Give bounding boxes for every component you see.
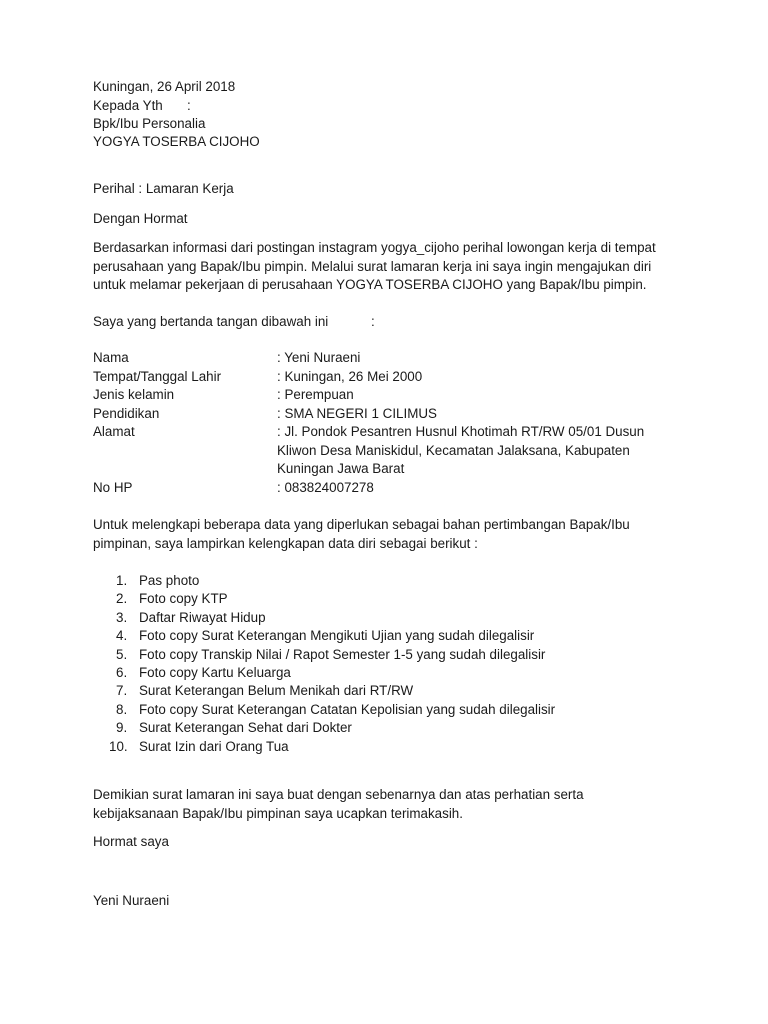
recipient: Bpk/Ibu Personalia (93, 116, 206, 131)
list-text: Daftar Riwayat Hidup (139, 609, 266, 625)
regards: Hormat saya (93, 834, 169, 849)
place-date: Kuningan, 26 April 2018 (93, 79, 236, 94)
detail-label: No HP (93, 480, 133, 495)
detail-label: Pendidikan (93, 406, 160, 421)
list-text: Foto copy Surat Keterangan Catatan Kepolisian yang sudah dilegalisir (139, 701, 556, 717)
list-item (93, 719, 693, 737)
list-number: 6. (116, 664, 128, 680)
list-item (93, 664, 693, 682)
detail-value: : Jl. Pondok Pesantren Husnul Khotimah RT/RW 05/01 Dusun Kliwon Desa Maniskidul, Kecamatan Jalaksana, Kabupaten Kuningan Jawa Barat (277, 424, 645, 476)
list-item (93, 627, 693, 645)
list-text: Pas photo (139, 573, 200, 588)
list-text: Foto copy Surat Keterangan Mengikuti Ujian yang sudah dilegalisir (139, 628, 535, 644)
closing-paragraph: Demikian surat lamaran ini saya buat dengan sebenarnya dan atas perhatian serta kebijaksanaan Bapak/Ibu pimpinan saya ucapkan terimakasih. (93, 787, 584, 821)
list-item (93, 590, 693, 608)
addressee-label: Kepada Yth (93, 98, 163, 113)
signed-intro: Saya yang bertanda tangan dibawah ini (93, 314, 329, 329)
list-text: Surat Keterangan Belum Menikah dari RT/RW (139, 683, 414, 699)
list-text: Foto copy KTP (139, 591, 228, 607)
list-item (93, 572, 693, 590)
detail-label: Tempat/Tanggal Lahir (93, 369, 222, 384)
subject-line: Perihal : Lamaran Kerja (93, 181, 234, 196)
list-number: 1. (116, 573, 128, 588)
list-text: Surat Izin dari Orang Tua (139, 738, 289, 754)
addressee-colon: : (187, 98, 191, 113)
list-item (93, 682, 693, 700)
signed-intro-line (93, 313, 375, 331)
company-name: YOGYA TOSERBA CIJOHO (93, 134, 260, 149)
list-number: 10. (109, 738, 128, 754)
list-number: 2. (116, 591, 128, 607)
list-text: Foto copy Kartu Keluarga (139, 664, 291, 680)
list-text: Foto copy Transkip Nilai / Rapot Semester 1-5 yang sudah dilegalisir (139, 646, 546, 662)
list-number: 5. (116, 646, 128, 662)
list-number: 4. (116, 628, 128, 644)
intro-paragraph: Berdasarkan informasi dari postingan instagram yogya_cijoho perihal lowongan kerja di tempat perusahaan yang Bapak/Ibu pimpin. Melalui surat lamaran kerja ini saya ingin mengajukan diri untuk melamar pekerjaan di perusahaan YOGYA TOSERBA CIJOHO yang Bapak/Ibu pimpin. (93, 240, 656, 292)
list-text: Surat Keterangan Sehat dari Dokter (139, 720, 352, 736)
detail-value: : Yeni Nuraeni (277, 350, 361, 365)
list-item (93, 646, 693, 664)
signed-intro-colon: : (371, 314, 375, 329)
attachments-intro: Untuk melengkapi beberapa data yang diperlukan sebagai bahan pertimbangan Bapak/Ibu pimpinan, saya lampirkan kelengkapan data diri sebagai berikut : (93, 517, 630, 551)
attachments-list (93, 572, 693, 756)
list-item (93, 609, 693, 627)
addressee-line (93, 97, 191, 115)
detail-label: Jenis kelamin (93, 387, 175, 402)
detail-value: : Perempuan (277, 387, 354, 402)
list-number: 7. (116, 683, 128, 699)
greeting: Dengan Hormat (93, 211, 188, 226)
list-item (93, 738, 693, 756)
list-number: 3. (116, 609, 128, 625)
detail-label: Nama (93, 350, 129, 365)
list-number: 9. (116, 720, 128, 736)
detail-value: : 083824007278 (277, 480, 374, 495)
detail-label: Alamat (93, 424, 135, 439)
detail-value: : SMA NEGERI 1 CILIMUS (277, 406, 437, 421)
list-number: 8. (116, 701, 128, 717)
detail-value: : Kuningan, 26 Mei 2000 (277, 369, 423, 384)
signature-name: Yeni Nuraeni (93, 893, 170, 908)
list-item (93, 701, 693, 719)
